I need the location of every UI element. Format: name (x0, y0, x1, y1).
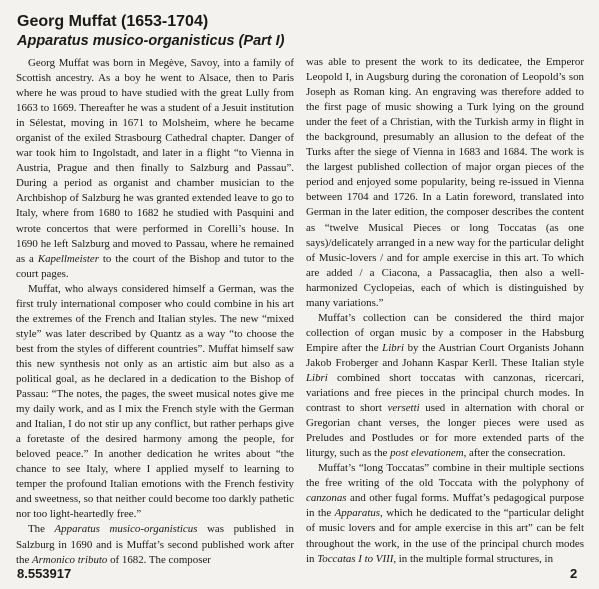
italic-run: post elevationem (390, 447, 464, 460)
italic-run: Apparatus musico-organisticus (54, 523, 198, 536)
text-run: was published in Salzburg in 1690 and is Muffat’s second published work after the (16, 523, 294, 566)
italic-run: Apparatus (334, 507, 381, 520)
text-run: Muffat, who always considered himself a German, was the first truly international composer who could combine in his art the extremes of the French and Italian styles. The new “mixed style” was later described by Quantz as a way “to choose the best from the styles of different countries”. Muffat himself saw this new synthesis not only as an artistic aim but also as a political goal, as he declared in a dedication to the Bishop of Passau: “The notes, the pages, the sweet musical notes give me my daily work, and as I mix the French style with the German and Italian, I do not stir up any conflict, but rather perhaps give a foretaste of the desired harmony among the people, for beloved peace.” In another dedication he writes about “the chance to see Italy, where I applied myself to learning to temper the profound Italian emotions with the French festivity and sweetness, so that neither could become too darkly pathetic nor too light-heartedly free.” (16, 282, 294, 521)
italic-run: Toccatas I to VIII (317, 552, 394, 565)
text-run: and other fugal forms. Muffat’s pedagogical purpose in the (306, 492, 584, 520)
text-run: Muffat’s “long Toccatas” combine in their multiple sections the free writing of the old Toccata with the polyphony of (306, 462, 584, 490)
text-run: , after the consecration. (463, 447, 566, 460)
page-title: Georg Muffat (1653-1704) (17, 13, 209, 30)
italic-run: versetti (387, 402, 420, 415)
text-run: Muffat’s collection can be considered the third major collection of organ music by a composer in the Habsburg Empire after the (306, 311, 584, 354)
text-run: , which he dedicated to the “particular delight of music lovers and for ample exercise in this art” can be felt throughout the work, in the use of the principal church modes in (306, 507, 584, 565)
page-subtitle: Apparatus musico-organisticus (Part I) (17, 33, 285, 49)
text-run: Georg Muffat was born in Megève, Savoy, into a family of Scottish ancestry. As a boy he went to Alsace, then to Paris where he was proud to have studied with the great Lully from 1663 to 1669. Thereafter he was a student of a Jesuit institution in Sélestat, moving in 1671 to Molsheim, where he became organist of the exiled Strasbourg Cathedral chapter. Danger of war took him to Ingolstadt, and later in a flight “to Vienna in Austria, Prague and then finally to Salzburg and Passau”. During a period as organist and chamber musician to the Archbishop of Salzburg he was granted extended leave to go to Italy, where from 1680 to 1682 he studied with Pasquini and wrote concertos that were performed in Corelli’s house. In 1690 he left Salzburg and moved to Passau, where he remained as a (16, 57, 294, 265)
italic-run: Libri (306, 371, 328, 384)
italic-run: Armonico tributo (32, 553, 108, 566)
paragraph (16, 522, 294, 567)
right-column (306, 55, 584, 567)
italic-run: Kapellmeister (37, 252, 99, 265)
italic-run: Libri (382, 341, 404, 354)
text-run: used in alternation with choral or Gregorian chant verses, the longer pieces were used as Preludes and Postludes or for more extended parts of the liturgy, such as the (306, 402, 584, 460)
text-run: was able to present the work to its dedicatee, the Emperor Leopold I, in Augsburg during the coronation of Leopold’s son Joseph as Roman king. An engraving was therefore added to the first page of music showing a Turk lying on the ground under the feet of a Christian, with the Turkish army in flight in the background, presumably an allusion to the defeat of the Turks after the siege of Vienna in 1683 and 1684. The work is the largest published collection of major organ pieces of the period and enjoyed some popularity, being re-issued in Vienna between 1704 and 1726. In a Latin foreword, translated into German in the later edition, the composer describes the content as “twelve Musical Pieces or long Toccatas (as one says)/delicately arranged in a new way for the particular delight of Music-lovers / and for ample exercise in this art. To which are added / a Ciacona, a Passacaglia, then also a well-harmonized Cyclopeias, each of which is distinguished by many variations.” (306, 56, 584, 309)
text-run: by the Austrian Court Organists Johann Jakob Froberger and Johann Kaspar Kerll. These Italian style (306, 341, 584, 369)
text-run: to the court of the Bishop and tutor to the court pages. (16, 252, 294, 280)
paragraph (16, 282, 294, 523)
page-number: 2 (570, 566, 578, 581)
paragraph (306, 461, 584, 566)
text-run: The (28, 523, 55, 536)
text-run: , in the multiple formal structures, in (393, 552, 554, 565)
left-column (16, 56, 294, 568)
italic-run: canzonas (306, 492, 347, 505)
text-run: of 1682. The composer (107, 553, 211, 566)
paragraph (306, 311, 584, 461)
paragraph (306, 55, 584, 311)
catalog-number: 8.553917 (17, 566, 72, 581)
text-run: combined short toccatas with canzonas, ricercari, variations and free pieces in the principal church modes. In contrast to short (306, 371, 584, 415)
paragraph (16, 56, 294, 282)
